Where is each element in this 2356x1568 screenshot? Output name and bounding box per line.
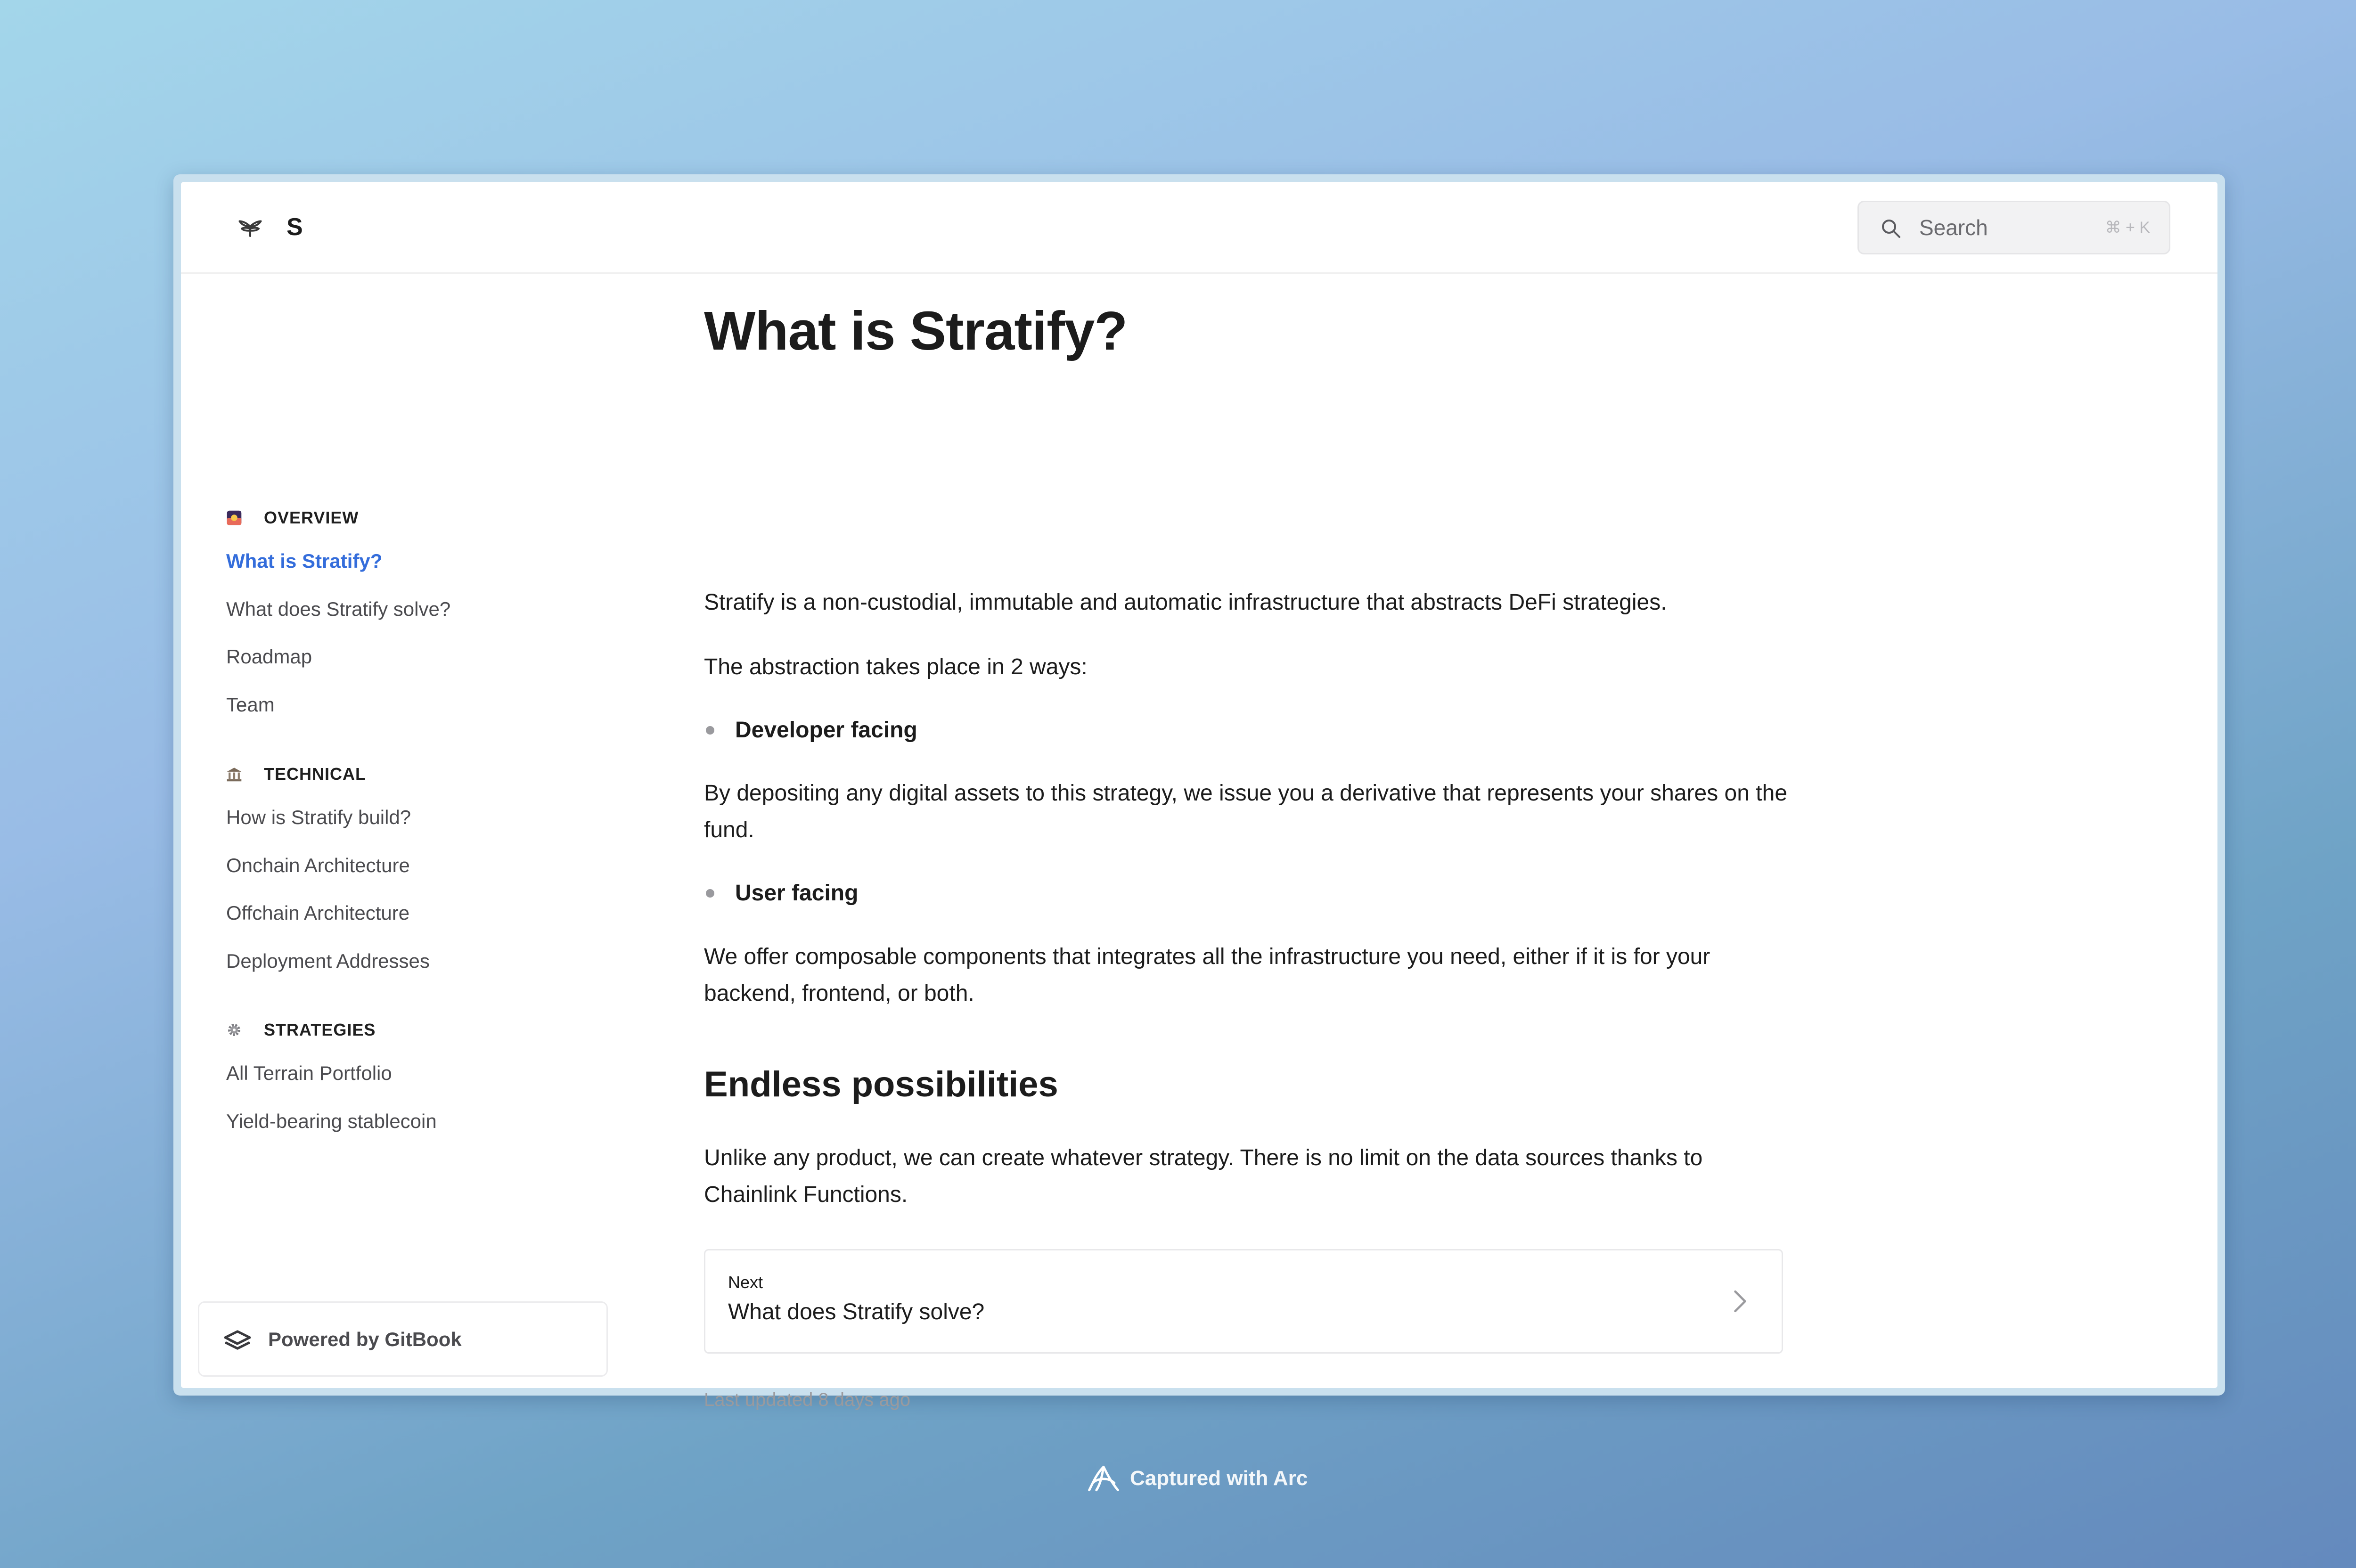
gitbook-page (181, 182, 2217, 1410)
sidebar-nav (181, 274, 652, 1388)
next-label: Next (728, 1273, 763, 1292)
intro-paragraph: Stratify is a non-custodial, immutable and automatic infrastructure that abstracts DeFi strategies. (704, 590, 1667, 615)
bank-building-icon (226, 766, 242, 782)
sidebar-item-deployment-addresses[interactable]: Deployment Addresses (226, 950, 430, 972)
capture-watermark (1086, 1461, 1308, 1496)
powered-by-label: Powered by GitBook (268, 1328, 462, 1350)
developer-facing-paragraph: By depositing any digital assets to this strategy, we issue you a derivative that represents your shares on the fund. (704, 781, 1788, 842)
next-page-card[interactable] (704, 1249, 1783, 1354)
sidebar-item-how-is-stratify-build[interactable]: How is Stratify build? (226, 806, 411, 828)
section-title-overview: OVERVIEW (264, 508, 359, 527)
search-icon (1880, 217, 1902, 240)
bird-icon[interactable] (237, 215, 263, 240)
bullet-label: User facing (735, 881, 859, 906)
sidebar-item-yield-bearing-stablecoin[interactable]: Yield-bearing stablecoin (226, 1110, 437, 1132)
arc-logo-icon (1086, 1463, 1121, 1494)
possibilities-paragraph: Unlike any product, we can create whatever strategy. There is no limit on the data sources thanks to Chainlink Functions. (704, 1145, 1703, 1207)
section-header-strategies (226, 1016, 376, 1044)
list-item-developer-facing (704, 712, 917, 749)
sidebar-item-what-does-stratify-solve[interactable]: What does Stratify solve? (226, 598, 451, 620)
page-title: What is Stratify? (704, 300, 1128, 361)
section-heading-endless-possibilities: Endless possibilities (704, 1064, 1058, 1104)
gitbook-logo-icon (223, 1326, 252, 1354)
sidebar-item-roadmap[interactable]: Roadmap (226, 645, 312, 668)
user-facing-paragraph: We offer composable components that integrates all the infrastructure you need, either if it is for your backend, frontend, or both. (704, 944, 1710, 1006)
bullet-dot (706, 726, 714, 735)
site-title[interactable]: S (286, 213, 303, 241)
browser-window (173, 174, 2225, 1410)
ways-paragraph: The abstraction takes place in 2 ways: (704, 654, 1088, 679)
capture-label: Captured with Arc (1130, 1467, 1308, 1490)
section-title-strategies: STRATEGIES (264, 1020, 376, 1039)
chevron-right-icon (1732, 1289, 1749, 1314)
last-updated-text: Last updated 8 days ago (704, 1389, 911, 1410)
search-placeholder: Search (1919, 215, 1988, 240)
list-item-user-facing (704, 875, 858, 912)
sunset-picture-icon (226, 510, 242, 526)
sidebar-item-onchain-architecture[interactable]: Onchain Architecture (226, 854, 410, 876)
section-header-technical (226, 760, 366, 788)
sidebar-item-all-terrain-portfolio[interactable]: All Terrain Portfolio (226, 1062, 392, 1084)
bullet-label: Developer facing (735, 718, 917, 743)
site-header (181, 182, 2217, 274)
next-page-title: What does Stratify solve? (728, 1299, 985, 1324)
section-header-overview (226, 504, 359, 532)
sidebar-item-what-is-stratify[interactable]: What is Stratify? (226, 550, 383, 572)
search-input[interactable] (1857, 201, 2170, 254)
sidebar-item-team[interactable]: Team (226, 694, 275, 716)
gear-icon (226, 1022, 242, 1038)
section-title-technical: TECHNICAL (264, 764, 366, 784)
sidebar-item-offchain-architecture[interactable]: Offchain Architecture (226, 902, 410, 924)
powered-by-gitbook-button[interactable] (198, 1301, 608, 1377)
bullet-dot (706, 889, 714, 898)
search-shortcut: ⌘ + K (2105, 219, 2150, 237)
